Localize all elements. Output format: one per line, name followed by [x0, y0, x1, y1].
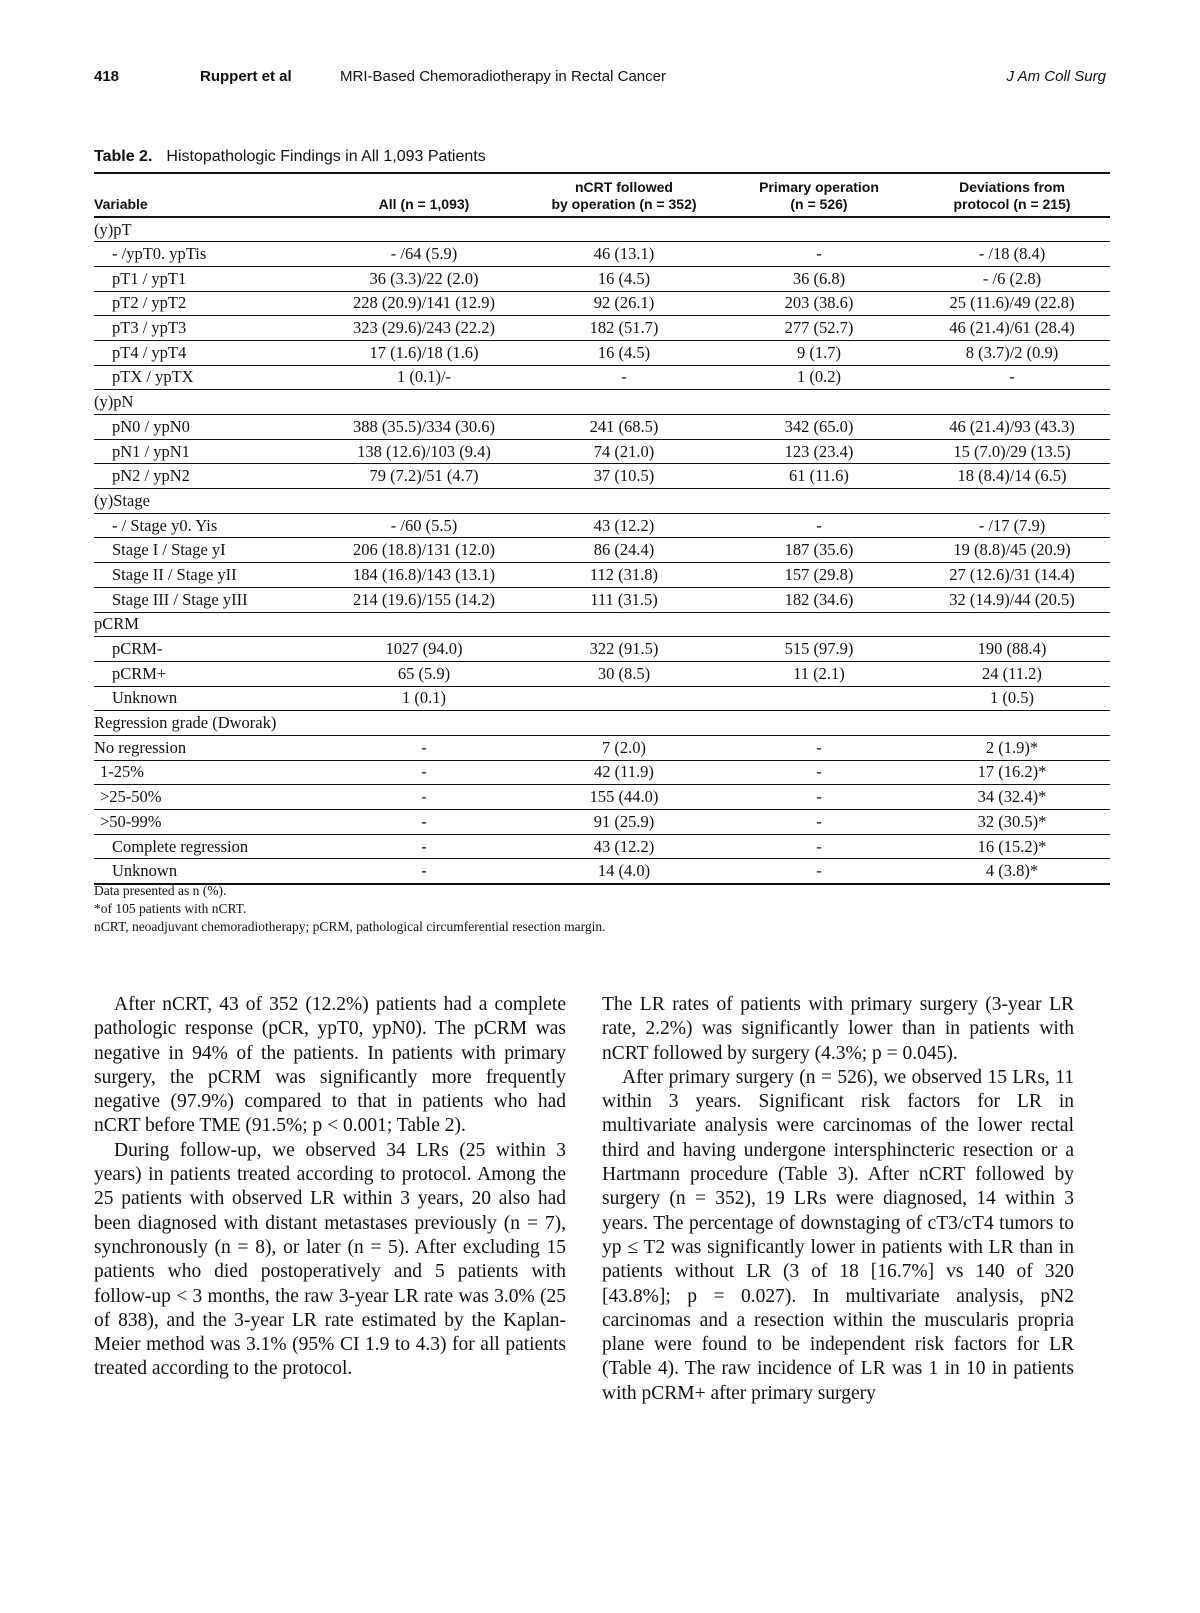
cell-deviation: 1 (0.5) — [914, 686, 1110, 711]
table-row — [94, 513, 1110, 538]
header-deviation-line2: protocol (n = 215) — [953, 196, 1071, 212]
cell-deviation — [914, 489, 1110, 514]
cell-ncrt: 37 (10.5) — [524, 464, 724, 489]
row-label: Complete regression — [94, 834, 324, 859]
header-ncrt-line2: by operation (n = 352) — [551, 196, 697, 212]
running-header — [94, 68, 1106, 90]
cell-ncrt — [524, 217, 724, 242]
header-deviation-line1: Deviations from — [959, 179, 1065, 195]
cell-all: 36 (3.3)/22 (2.0) — [324, 266, 524, 291]
cell-all: 214 (19.6)/155 (14.2) — [324, 587, 524, 612]
row-label: - /ypT0. ypTis — [94, 242, 324, 267]
cell-all: 17 (1.6)/18 (1.6) — [324, 340, 524, 365]
cell-primary: - — [724, 834, 914, 859]
cell-deviation — [914, 612, 1110, 637]
cell-ncrt — [524, 489, 724, 514]
table-row — [94, 464, 1110, 489]
row-label: pT2 / ypT2 — [94, 291, 324, 316]
cell-all: 388 (35.5)/334 (30.6) — [324, 415, 524, 440]
cell-deviation: 27 (12.6)/31 (14.4) — [914, 563, 1110, 588]
cell-ncrt: 7 (2.0) — [524, 735, 724, 760]
header-variable: Variable — [94, 196, 148, 212]
table-row — [94, 661, 1110, 686]
row-label: Unknown — [94, 686, 324, 711]
table-body — [94, 217, 1110, 884]
cell-all: - — [324, 785, 524, 810]
table-row — [94, 735, 1110, 760]
cell-primary: - — [724, 242, 914, 267]
cell-deviation: 8 (3.7)/2 (0.9) — [914, 340, 1110, 365]
table-row — [94, 316, 1110, 341]
cell-all: 184 (16.8)/143 (13.1) — [324, 563, 524, 588]
cell-deviation: 46 (21.4)/61 (28.4) — [914, 316, 1110, 341]
cell-all: 138 (12.6)/103 (9.4) — [324, 439, 524, 464]
cell-all: - — [324, 810, 524, 835]
cell-ncrt: 92 (26.1) — [524, 291, 724, 316]
table-title: Histopathologic Findings in All 1,093 Patients — [166, 148, 486, 165]
header-all: All (n = 1,093) — [378, 196, 470, 212]
running-title: MRI-Based Chemoradiotherapy in Rectal Cancer — [340, 68, 666, 85]
header-deviation — [914, 173, 1110, 217]
cell-ncrt: 182 (51.7) — [524, 316, 724, 341]
cell-ncrt: 74 (21.0) — [524, 439, 724, 464]
row-label: pT3 / ypT3 — [94, 316, 324, 341]
cell-primary: - — [724, 785, 914, 810]
cell-deviation: 4 (3.8)* — [914, 859, 1110, 884]
cell-deviation: - /17 (7.9) — [914, 513, 1110, 538]
footnote: nCRT, neoadjuvant chemoradiotherapy; pCRM, pathological circumferential resection margin. — [94, 919, 606, 934]
cell-primary: 1 (0.2) — [724, 365, 914, 390]
cell-ncrt: 111 (31.5) — [524, 587, 724, 612]
cell-deviation — [914, 711, 1110, 736]
cell-deviation: 32 (14.9)/44 (20.5) — [914, 587, 1110, 612]
table-section-row — [94, 489, 1110, 514]
cell-ncrt: 241 (68.5) — [524, 415, 724, 440]
table-section-row — [94, 711, 1110, 736]
cell-primary: 515 (97.9) — [724, 637, 914, 662]
row-label: >25-50% — [94, 785, 324, 810]
row-label: pN2 / ypN2 — [94, 464, 324, 489]
row-label: 1-25% — [94, 760, 324, 785]
row-label: (y)pN — [94, 390, 324, 415]
cell-all: 228 (20.9)/141 (12.9) — [324, 291, 524, 316]
cell-deviation: - /6 (2.8) — [914, 266, 1110, 291]
cell-deviation: 190 (88.4) — [914, 637, 1110, 662]
cell-deviation: 17 (16.2)* — [914, 760, 1110, 785]
cell-primary: 182 (34.6) — [724, 587, 914, 612]
cell-ncrt: 322 (91.5) — [524, 637, 724, 662]
header-primary-line2: (n = 526) — [790, 196, 848, 212]
row-label: Unknown — [94, 859, 324, 884]
journal-name: J Am Coll Surg — [1006, 68, 1106, 85]
cell-primary: 277 (52.7) — [724, 316, 914, 341]
footnote: *of 105 patients with nCRT. — [94, 901, 247, 916]
cell-ncrt: 155 (44.0) — [524, 785, 724, 810]
row-label: pCRM- — [94, 637, 324, 662]
row-label: Regression grade (Dworak) — [94, 711, 324, 736]
cell-all — [324, 489, 524, 514]
body-column-right — [602, 993, 1074, 1406]
row-label: pN1 / ypN1 — [94, 439, 324, 464]
cell-all: - /60 (5.5) — [324, 513, 524, 538]
page-number: 418 — [94, 68, 120, 85]
running-authors: Ruppert et al — [200, 68, 292, 85]
cell-all — [324, 711, 524, 736]
cell-primary — [724, 612, 914, 637]
table-label: Table 2. — [94, 148, 153, 165]
cell-primary — [724, 390, 914, 415]
table-row — [94, 785, 1110, 810]
cell-primary — [724, 686, 914, 711]
footnote: Data presented as n (%). — [94, 883, 227, 898]
cell-primary — [724, 711, 914, 736]
cell-deviation: - /18 (8.4) — [914, 242, 1110, 267]
paragraph: The LR rates of patients with primary surgery (3-year LR rate, 2.2%) was significantly lower than in patients with nCRT followed by surgery (4.3%; p = 0.045). — [602, 994, 1074, 1064]
table-row — [94, 291, 1110, 316]
cell-primary: 187 (35.6) — [724, 538, 914, 563]
cell-deviation — [914, 390, 1110, 415]
cell-all — [324, 390, 524, 415]
cell-primary: 11 (2.1) — [724, 661, 914, 686]
row-label: pCRM — [94, 612, 324, 637]
cell-all: 206 (18.8)/131 (12.0) — [324, 538, 524, 563]
cell-deviation: 18 (8.4)/14 (6.5) — [914, 464, 1110, 489]
histopathology-table — [94, 172, 1110, 885]
cell-all: - — [324, 760, 524, 785]
table-caption — [94, 148, 486, 166]
table-section-row — [94, 217, 1110, 242]
cell-deviation: 24 (11.2) — [914, 661, 1110, 686]
table-section-row — [94, 612, 1110, 637]
cell-ncrt: 42 (11.9) — [524, 760, 724, 785]
cell-primary: 157 (29.8) — [724, 563, 914, 588]
paragraph: After primary surgery (n = 526), we observed 15 LRs, 11 within 3 years. Significant risk factors for LR in multivariate analysis were carcinomas of the lower rectal third and having undergone intersphincteric resection or a Hartmann procedure (Table 3). After nCRT followed by surgery (n = 352), 19 LRs were diagnosed, 14 within 3 years. The percentage of downstaging of cT3/cT4 tumors to yp ≤ T2 was significantly lower in patients with LR than in patients without LR (3 of 18 [16.7%] vs 140 of 320 [43.8%]; p = 0.027). In multivariate analysis, pN2 carcinomas and a resection within the muscularis propria plane were found to be independent risk factors for LR (Table 4). The raw incidence of LR was 1 in 10 in patients with pCRM+ after primary surgery — [602, 1066, 1074, 1404]
header-ncrt — [524, 173, 724, 217]
table-row — [94, 859, 1110, 884]
header-primary — [724, 173, 914, 217]
paragraph: During follow-up, we observed 34 LRs (25 within 3 years) in patients treated according to protocol. Among the 25 patients with observed LR within 3 years, 20 also had been diagnosed with distant metastases previously (n = 7), synchronously (n = 8), or later (n = 5). After excluding 15 patients who died postoperatively and 5 patients with follow-up < 3 months, the raw 3-year LR rate was 3.0% (25 of 838), and the 3-year LR rate estimated by the Kaplan-Meier method was 3.1% (95% CI 1.9 to 4.3) for all patients treated according to the protocol. — [94, 1139, 566, 1380]
cell-ncrt — [524, 390, 724, 415]
cell-deviation: 25 (11.6)/49 (22.8) — [914, 291, 1110, 316]
cell-primary — [724, 489, 914, 514]
table-row — [94, 563, 1110, 588]
cell-ncrt: 16 (4.5) — [524, 266, 724, 291]
cell-all: - /64 (5.9) — [324, 242, 524, 267]
cell-all — [324, 612, 524, 637]
table-row — [94, 365, 1110, 390]
header-primary-line1: Primary operation — [759, 179, 879, 195]
row-label: (y)Stage — [94, 489, 324, 514]
table-row — [94, 587, 1110, 612]
cell-primary: - — [724, 735, 914, 760]
cell-primary: - — [724, 760, 914, 785]
row-label: Stage III / Stage yIII — [94, 587, 324, 612]
cell-deviation: 46 (21.4)/93 (43.3) — [914, 415, 1110, 440]
cell-ncrt — [524, 711, 724, 736]
cell-ncrt: - — [524, 365, 724, 390]
cell-deviation: 32 (30.5)* — [914, 810, 1110, 835]
cell-ncrt: 91 (25.9) — [524, 810, 724, 835]
cell-all: 79 (7.2)/51 (4.7) — [324, 464, 524, 489]
cell-ncrt — [524, 686, 724, 711]
cell-deviation: 15 (7.0)/29 (13.5) — [914, 439, 1110, 464]
table-row — [94, 760, 1110, 785]
cell-all: 1 (0.1)/- — [324, 365, 524, 390]
cell-all — [324, 217, 524, 242]
cell-ncrt: 43 (12.2) — [524, 834, 724, 859]
cell-primary: 123 (23.4) — [724, 439, 914, 464]
cell-all: - — [324, 834, 524, 859]
cell-deviation: 16 (15.2)* — [914, 834, 1110, 859]
cell-primary: 61 (11.6) — [724, 464, 914, 489]
cell-primary: 9 (1.7) — [724, 340, 914, 365]
cell-ncrt — [524, 612, 724, 637]
cell-all: 323 (29.6)/243 (22.2) — [324, 316, 524, 341]
table-header-row — [94, 173, 1110, 217]
cell-deviation: 19 (8.8)/45 (20.9) — [914, 538, 1110, 563]
cell-all: 1027 (94.0) — [324, 637, 524, 662]
cell-ncrt: 112 (31.8) — [524, 563, 724, 588]
paragraph: After nCRT, 43 of 352 (12.2%) patients had a complete pathologic response (pCR, ypT0, ypN0). The pCRM was negative in 94% of the patients. In patients with primary surgery, the pCRM was significantly more frequently negative (97.9%) compared to that in patients who had nCRT before TME (91.5%; p < 0.001; Table 2). — [94, 994, 566, 1137]
row-label: pT1 / ypT1 — [94, 266, 324, 291]
cell-ncrt: 46 (13.1) — [524, 242, 724, 267]
table-row — [94, 538, 1110, 563]
cell-all: - — [324, 859, 524, 884]
row-label: No regression — [94, 735, 324, 760]
cell-ncrt: 86 (24.4) — [524, 538, 724, 563]
table-row — [94, 810, 1110, 835]
cell-ncrt: 43 (12.2) — [524, 513, 724, 538]
cell-all: 1 (0.1) — [324, 686, 524, 711]
cell-primary: 36 (6.8) — [724, 266, 914, 291]
cell-deviation: 2 (1.9)* — [914, 735, 1110, 760]
row-label: Stage I / Stage yI — [94, 538, 324, 563]
cell-deviation: 34 (32.4)* — [914, 785, 1110, 810]
cell-deviation — [914, 217, 1110, 242]
row-label: pTX / ypTX — [94, 365, 324, 390]
row-label: pT4 / ypT4 — [94, 340, 324, 365]
header-ncrt-line1: nCRT followed — [575, 179, 673, 195]
cell-ncrt: 16 (4.5) — [524, 340, 724, 365]
cell-primary: 342 (65.0) — [724, 415, 914, 440]
cell-primary: - — [724, 810, 914, 835]
cell-ncrt: 14 (4.0) — [524, 859, 724, 884]
cell-all: 65 (5.9) — [324, 661, 524, 686]
row-label: - / Stage y0. Yis — [94, 513, 324, 538]
table-row — [94, 340, 1110, 365]
cell-ncrt: 30 (8.5) — [524, 661, 724, 686]
cell-primary: - — [724, 859, 914, 884]
table-footnotes — [94, 882, 606, 936]
row-label: Stage II / Stage yII — [94, 563, 324, 588]
row-label: >50-99% — [94, 810, 324, 835]
table-row — [94, 637, 1110, 662]
row-label: pN0 / ypN0 — [94, 415, 324, 440]
table-section-row — [94, 390, 1110, 415]
row-label: pCRM+ — [94, 661, 324, 686]
cell-primary: 203 (38.6) — [724, 291, 914, 316]
table-row — [94, 415, 1110, 440]
cell-deviation: - — [914, 365, 1110, 390]
cell-primary — [724, 217, 914, 242]
cell-primary: - — [724, 513, 914, 538]
row-label: (y)pT — [94, 217, 324, 242]
table-row — [94, 834, 1110, 859]
table-row — [94, 439, 1110, 464]
table-row — [94, 266, 1110, 291]
table-row — [94, 242, 1110, 267]
body-column-left — [94, 993, 566, 1382]
cell-all: - — [324, 735, 524, 760]
table-row — [94, 686, 1110, 711]
